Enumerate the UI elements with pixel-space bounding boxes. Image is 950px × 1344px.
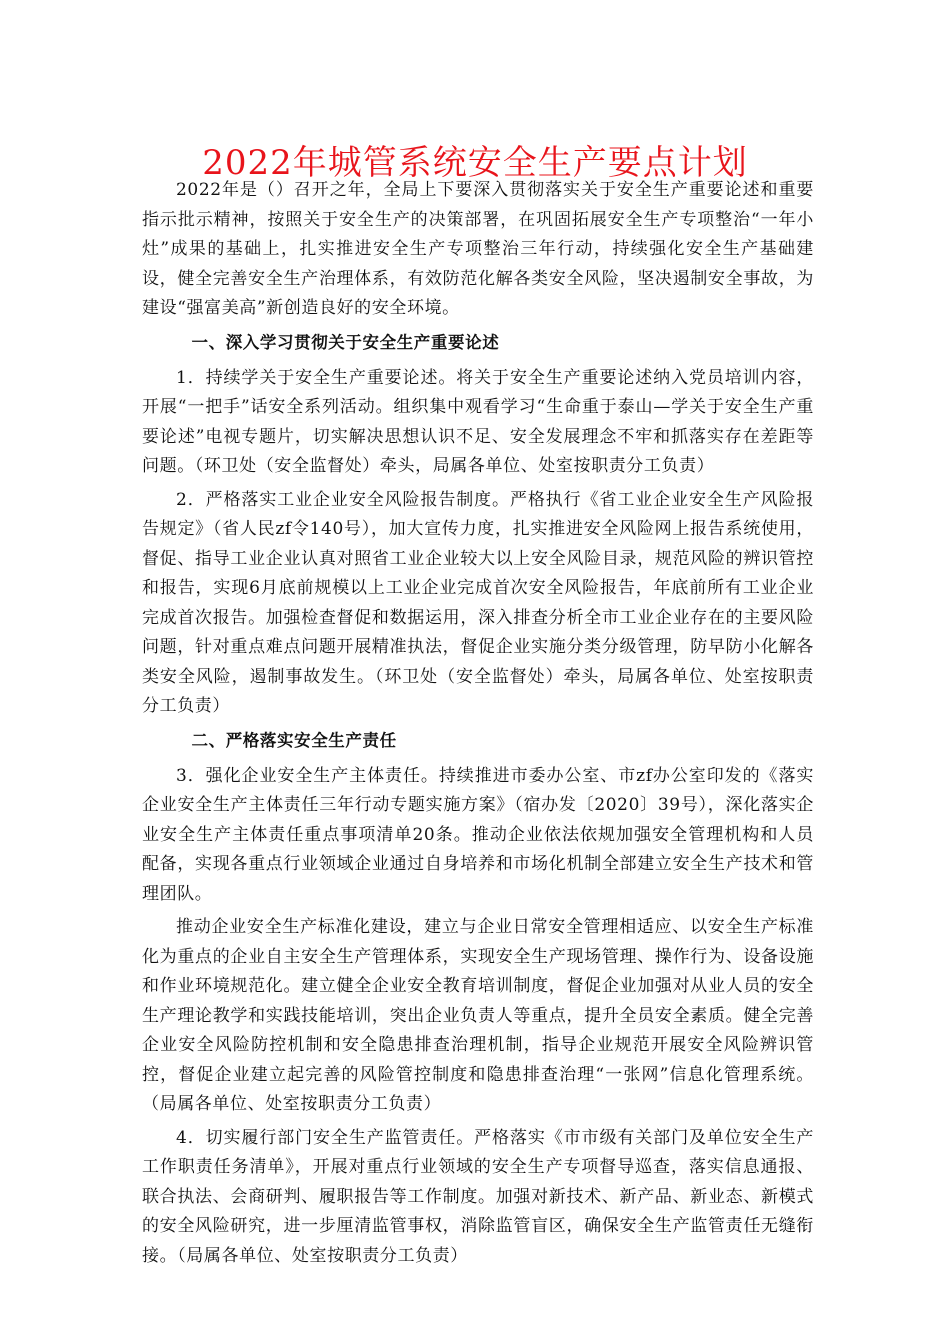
item-paragraph-2: 2．严格落实工业企业安全风险报告制度。严格执行《省工业企业安全生产风险报告规定》（省人民zf令140号），加大宣传力度，扎实推进安全风险网上报告系统使用，督促、指导工业企业认真对照省工业企业较大以上安全风险目录，规范风险的辨识管控和报告，实现6月底前规模以上工业企业完成首次安全风险报告，年底前所有工业企业完成首次报告。加强检查督促和数据运用，深入排查分析全市工业企业存在的主要风险问题，针对重点难点问题开展精准执法，督促企业实施分类分级管理，防早防小化解各类安全风险，遏制事故发生。（环卫处（安全监督处）牵头，局属各单位、处室按职责分工负责）	[142, 489, 814, 716]
intro-paragraph: 2022年是（）召开之年，全局上下要深入贯彻落实关于安全生产重要论述和重要指示批示精神，按照关于安全生产的决策部署，在巩固拓展安全生产专项整治“一年小灶”成果的基础上，扎实推进安全生产专项整治三年行动，持续强化安全生产基础建设，健全完善安全生产治理体系，有效防范化解各类安全风险，坚决遏制安全事故，为建设“强富美高”新创造良好的安全环境。	[142, 180, 814, 318]
section-heading-2: 二、严格落实安全生产责任	[191, 730, 397, 750]
section-heading-1: 一、深入学习贯彻关于安全生产重要论述	[191, 332, 500, 352]
document-body	[142, 176, 814, 1275]
document-title: 2022年城管系统安全生产要点计划	[202, 143, 748, 183]
item-paragraph-3: 3．强化企业安全生产主体责任。持续推进市委办公室、市zf办公室印发的《落实企业安全生产主体责任三年行动专题实施方案》（宿办发〔2020〕39号），深化落实企业安全生产主体责任重点事项清单20条。推动企业依法依规加强安全管理机构和人员配备，实现各重点行业领域企业通过自身培养和市场化机制全部建立安全生产技术和管理团队。	[142, 765, 814, 904]
item-paragraph-1: 1．持续学关于安全生产重要论述。将关于安全生产重要论述纳入党员培训内容，开展“一把手”话安全系列活动。组织集中观看学习“生命重于泰山—学关于安全生产重要论述”电视专题片，切实解决思想认识不足、安全发展理念不牢和抓落实存在差距等问题。（环卫处（安全监督处）牵头，局属各单位、处室按职责分工负责）	[142, 367, 814, 476]
item-paragraph-3-continued: 推动企业安全生产标准化建设，建立与企业日常安全管理相适应、以安全生产标准化为重点的企业自主安全生产管理体系，实现安全生产现场管理、操作行为、设备设施和作业环境规范化。建立健全企业安全教育培训制度，督促企业加强对从业人员的安全生产理论教学和实践技能培训，突出企业负责人等重点，提升全员安全素质。健全完善企业安全风险防控机制和安全隐患排查治理机制，指导企业规范开展安全风险辨识管控，督促企业建立起完善的风险管控制度和隐患排查治理“一张网”信息化管理系统。（局属各单位、处室按职责分工负责）	[142, 917, 814, 1114]
item-paragraph-4: 4．切实履行部门安全生产监管责任。严格落实《市市级有关部门及单位安全生产工作职责任务清单》，开展对重点行业领域的安全生产专项督导巡查，落实信息通报、联合执法、会商研判、履职报告等工作制度。加强对新技术、新产品、新业态、新模式的安全风险研究，进一步厘清监管事权，消除监管盲区，确保安全生产监管责任无缝衔接。（局属各单位、处室按职责分工负责）	[142, 1127, 814, 1266]
